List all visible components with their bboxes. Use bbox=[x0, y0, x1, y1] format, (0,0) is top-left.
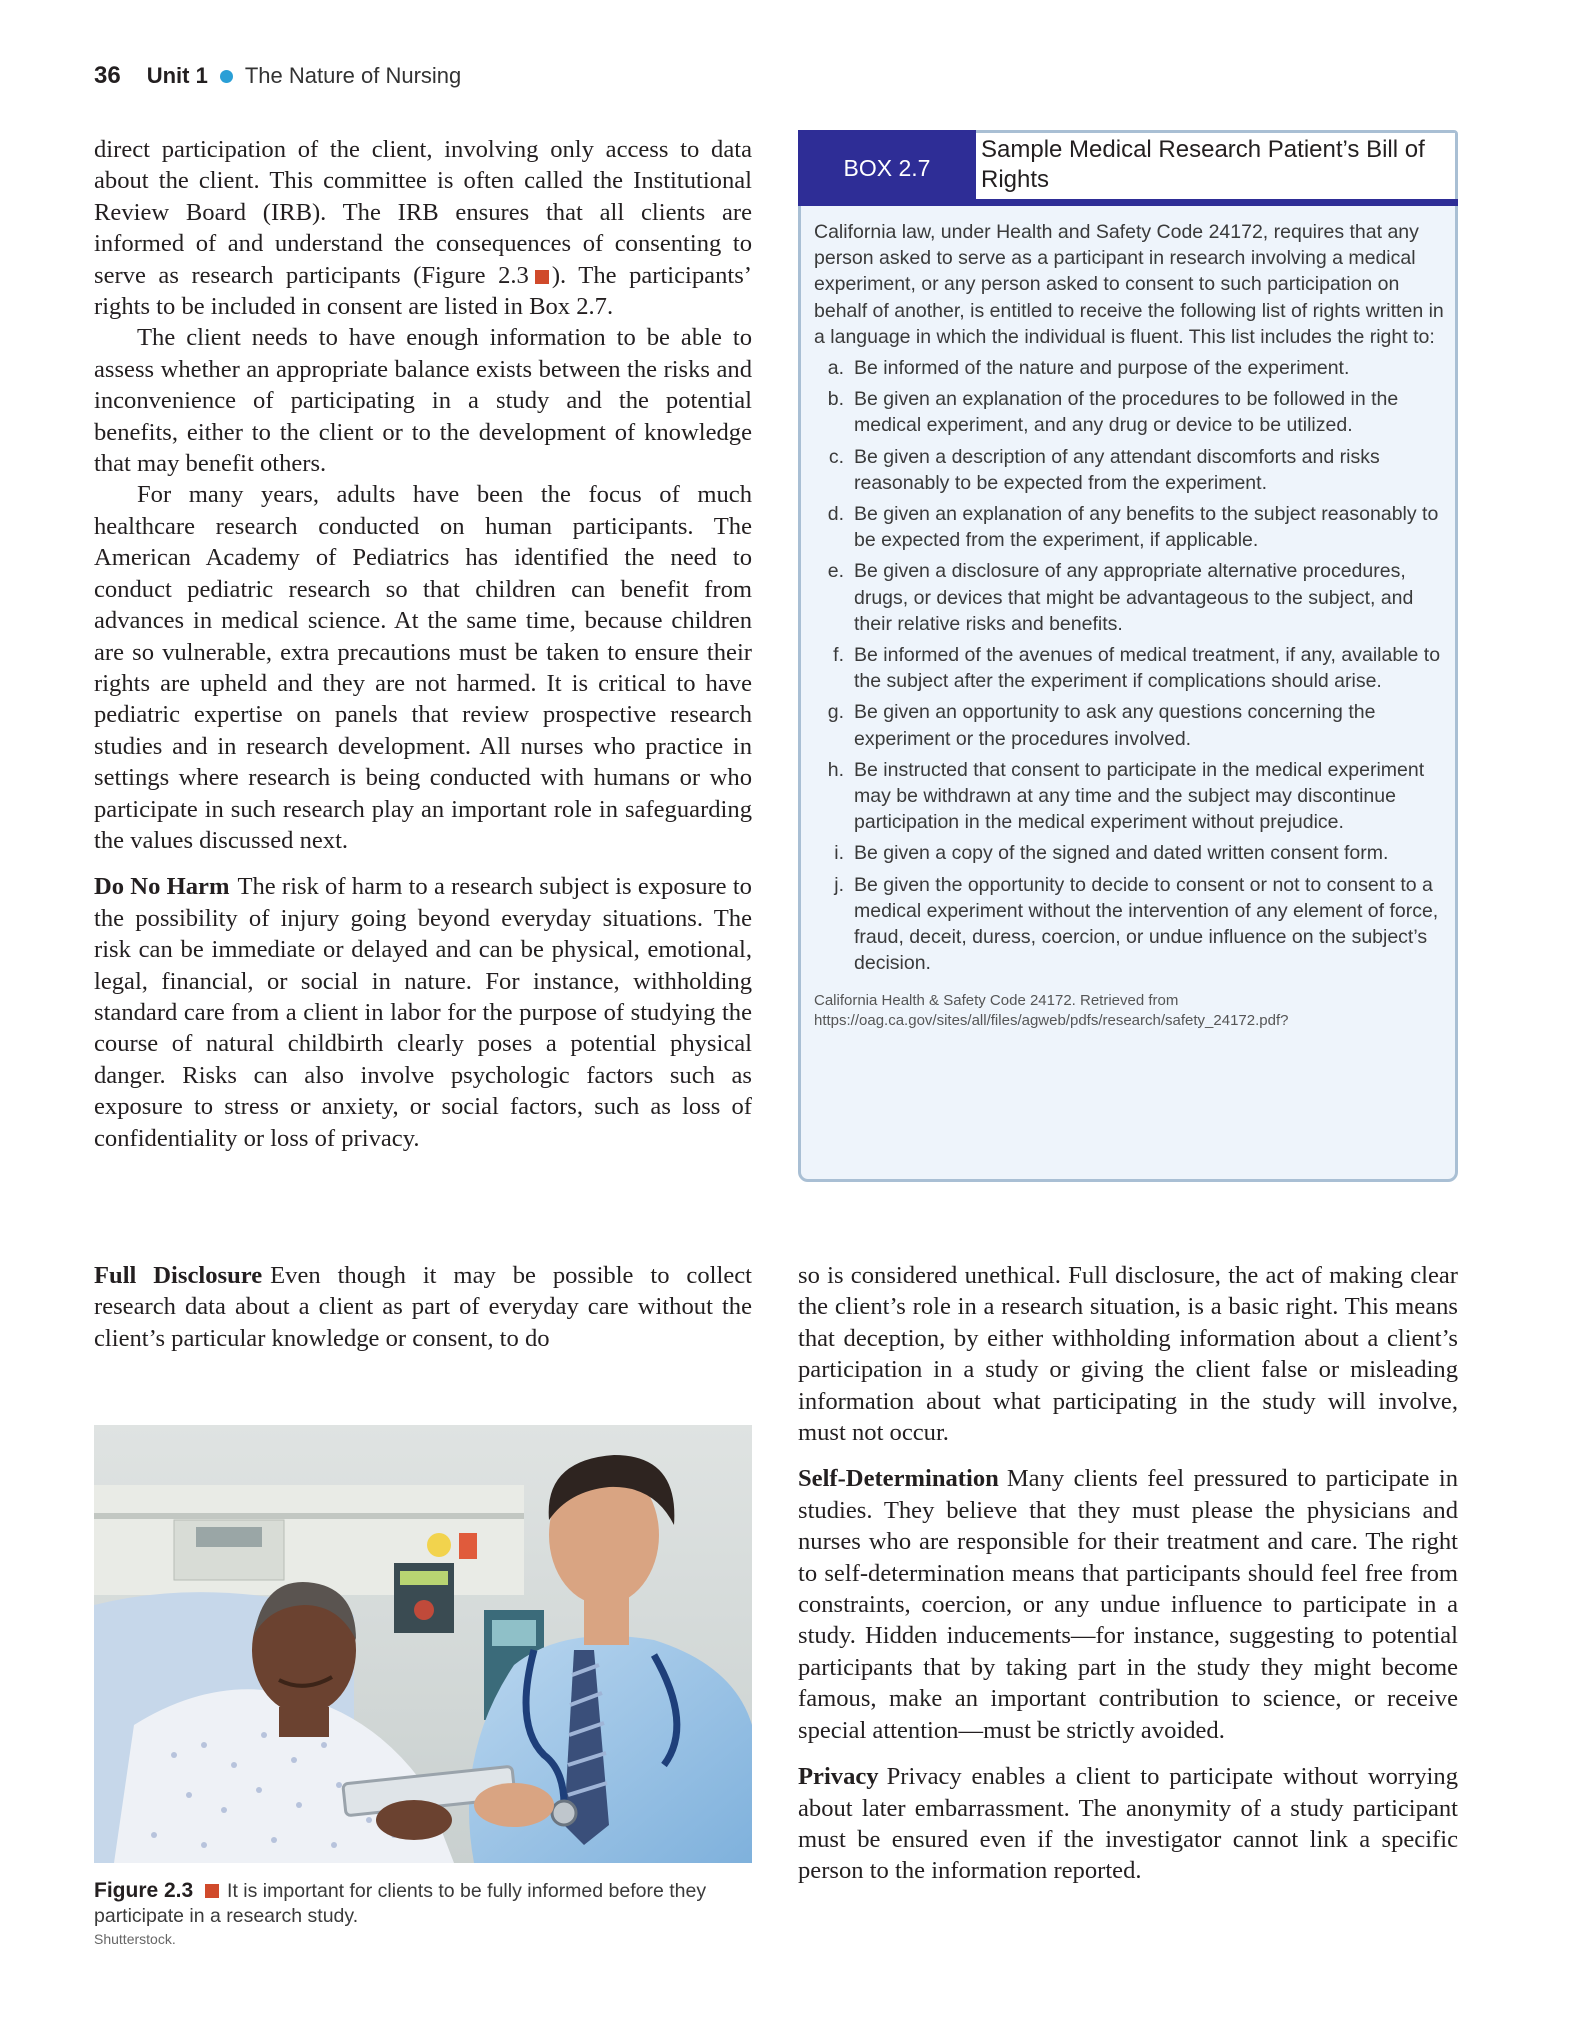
list-item bbox=[814, 872, 1444, 977]
figure-photo bbox=[94, 1425, 752, 1863]
left-column-bottom bbox=[94, 1260, 752, 1354]
paragraph-text: ). The participants’ rights to be included in consent are listed in Box 2.7. bbox=[94, 261, 752, 321]
list-item bbox=[814, 699, 1444, 751]
paragraph-text: Privacy enables a client to participate without worrying about later embarrassment. The anonymity of a study participant must be ensured even if the investigator cannot link a specific person to the information reported. bbox=[798, 1763, 1458, 1885]
paragraph-text: The risk of harm to a research subject is exposure to the possibility of injury going beyond everyday situations. The risk can be immediate or delayed and can be physical, emotional, legal, financial, or social in nature. For instance, withholding standard care from a client in labor for the purpose of studying the course of natural childbirth clearly poses a potential physical danger. Risks can also involve psychologic factors such as exposure to stress or anxiety, or social factors, such as loss of confidentiality or loss of privacy. bbox=[94, 873, 752, 1152]
list-letter: e. bbox=[827, 560, 844, 583]
runin-heading: Full Disclosure bbox=[94, 1262, 263, 1289]
box-title: Sample Medical Research Patient’s Bill of Rights bbox=[981, 136, 1425, 193]
paragraph: The client needs to have enough information to be able to assess whether an appropriate balance exists between the risks and inconvenience of participating in a study and the potential benefits, either to the client or to the development of knowledge that may benefit others. bbox=[94, 324, 752, 478]
figure-marker-icon bbox=[535, 270, 549, 284]
list-item bbox=[814, 558, 1444, 637]
paragraph-do-no-harm bbox=[94, 871, 752, 1154]
list-item bbox=[814, 757, 1444, 836]
list-item bbox=[814, 501, 1444, 553]
list-letter: a. bbox=[827, 357, 844, 380]
paragraph: For many years, adults have been the focus of much healthcare research conducted on human participants. The American Academy of Pediatrics has identified the need to conduct pediatric research so that children can benefit from advances in medical science. At the same time, because children are so vulnerable, extra precautions must be taken to ensure their rights are upheld and they are not harmed. It is critical to have pediatric expertise on panels that review prospective research studies and in research development. All nurses who practice in settings where research is being conducted with humans or who participate in such research play an important role in safeguarding the values discussed next. bbox=[94, 481, 752, 854]
list-item-text: Be informed of the nature and purpose of the experiment. bbox=[854, 357, 1350, 380]
paragraph-self-determination bbox=[798, 1463, 1458, 1746]
list-item bbox=[814, 642, 1444, 694]
figure-label: Figure 2.3 bbox=[94, 1879, 194, 1902]
paragraph bbox=[94, 134, 752, 322]
bullet-dot-icon bbox=[220, 70, 233, 83]
list-item-text: Be informed of the avenues of medical treatment, if any, available to the subject after the experiment if complications should arise. bbox=[854, 644, 1441, 693]
box-tag: BOX 2.7 bbox=[798, 130, 976, 206]
runin-heading: Self-Determination bbox=[798, 1465, 999, 1493]
list-item-text: Be given an explanation of any benefits to the subject reasonably to be expected from the experiment, if applicable. bbox=[854, 503, 1439, 552]
list-letter: d. bbox=[827, 503, 844, 526]
left-column-top bbox=[94, 134, 752, 1154]
box-body bbox=[814, 219, 1444, 1031]
paragraph-privacy bbox=[798, 1761, 1458, 1887]
paragraph-text: direct participation of the client, involving only access to data about the client. This committee is often called the Institutional Review Board (IRB). The IRB ensures that all clients are informed of and understand the consequences of consenting to serve as research participants (Figure 2.3 bbox=[94, 136, 752, 289]
figure-marker-icon bbox=[205, 1884, 219, 1898]
page-number: 36 bbox=[94, 62, 121, 89]
list-letter: g. bbox=[827, 701, 844, 724]
list-letter: j. bbox=[834, 873, 844, 896]
paragraph: so is considered unethical. Full disclosure, the act of making clear the client’s role in a research situation, is a basic right. This means that deception, by either withholding information about a client’s participation in a study or giving the client false or misleading information about what participating in the study will involve, must not occur. bbox=[798, 1262, 1458, 1447]
list-item-text: Be given a copy of the signed and dated written consent form. bbox=[854, 842, 1389, 865]
list-item-text: Be given an explanation of the procedures to be followed in the medical experiment, and any drug or device to be utilized. bbox=[854, 388, 1399, 437]
paragraph-full-disclosure bbox=[94, 1260, 752, 1354]
doctor-patient-illustration bbox=[94, 1425, 752, 1863]
list-item bbox=[814, 355, 1444, 381]
list-letter: i. bbox=[834, 842, 844, 865]
paragraph-text: Even though it may be possible to collect research data about a client as part of everyday care without the client’s particular knowledge or consent, to do bbox=[94, 1262, 752, 1352]
list-item-text: Be given an opportunity to ask any questions concerning the experiment or the procedures involved. bbox=[854, 701, 1376, 750]
runin-heading: Privacy bbox=[798, 1763, 879, 1791]
box-title-rule bbox=[976, 199, 1458, 206]
right-column-bottom bbox=[798, 1260, 1458, 1887]
list-item bbox=[814, 386, 1444, 438]
figure-caption bbox=[94, 1878, 752, 1949]
rights-list bbox=[814, 355, 1444, 976]
list-letter: c. bbox=[828, 445, 844, 468]
list-item bbox=[814, 840, 1444, 866]
list-letter: f. bbox=[833, 644, 844, 667]
list-item-text: Be instructed that consent to participate in the medical experiment may be withdrawn at any time and the subject may discontinue participation in the medical experiment without prejudice. bbox=[854, 758, 1425, 834]
list-item-text: Be given a description of any attendant discomforts and risks reasonably to be expected from the experiment. bbox=[854, 445, 1380, 494]
section-title: The Nature of Nursing bbox=[244, 63, 462, 88]
box-source: California Health & Safety Code 24172. Retrieved from https://oag.ca.gov/sites/all/files/agweb/pdfs/research/safety_24172.pdf? bbox=[814, 992, 1289, 1030]
paragraph-text: Many clients feel pressured to participate in studies. They believe that they must please the physicians and nurses who are responsible for their treatment and care. The right to self-determination means that participants should feel free from constraints, coercion, or any undue influence to participate in a study. Hidden inducements—for instance, suggesting to potential participants that by taking part in the study they might become famous, make an important contribution to science, or receive special attention—must be strictly avoided. bbox=[798, 1465, 1458, 1744]
box-2-7 bbox=[798, 130, 1458, 1182]
photo-credit: Shutterstock. bbox=[94, 1931, 176, 1947]
unit-label: Unit 1 bbox=[146, 63, 208, 88]
list-item-text: Be given a disclosure of any appropriate alternative procedures, drugs, or devices that might be advantageous to the subject, and their relative risks and benefits. bbox=[854, 560, 1414, 635]
list-letter: h. bbox=[827, 758, 844, 781]
running-header bbox=[94, 62, 461, 90]
caption-text: It is important for clients to be fully informed before they participate in a research study. bbox=[94, 1880, 707, 1927]
list-letter: b. bbox=[827, 388, 844, 411]
list-item-text: Be given the opportunity to decide to consent or not to consent to a medical experiment without the intervention of any element of force, fraud, deceit, duress, coercion, or undue influence on the subject’s decision. bbox=[854, 873, 1439, 975]
list-item bbox=[814, 444, 1444, 496]
runin-heading: Do No Harm bbox=[94, 873, 230, 901]
box-intro: California law, under Health and Safety Code 24172, requires that any person asked to serve as a participant in research involving a medical experiment, or any person asked to consent to such participation on behalf of another, is entitled to receive the following list of rights written in a language in which the individual is fluent. This list includes the right to: bbox=[814, 221, 1444, 348]
